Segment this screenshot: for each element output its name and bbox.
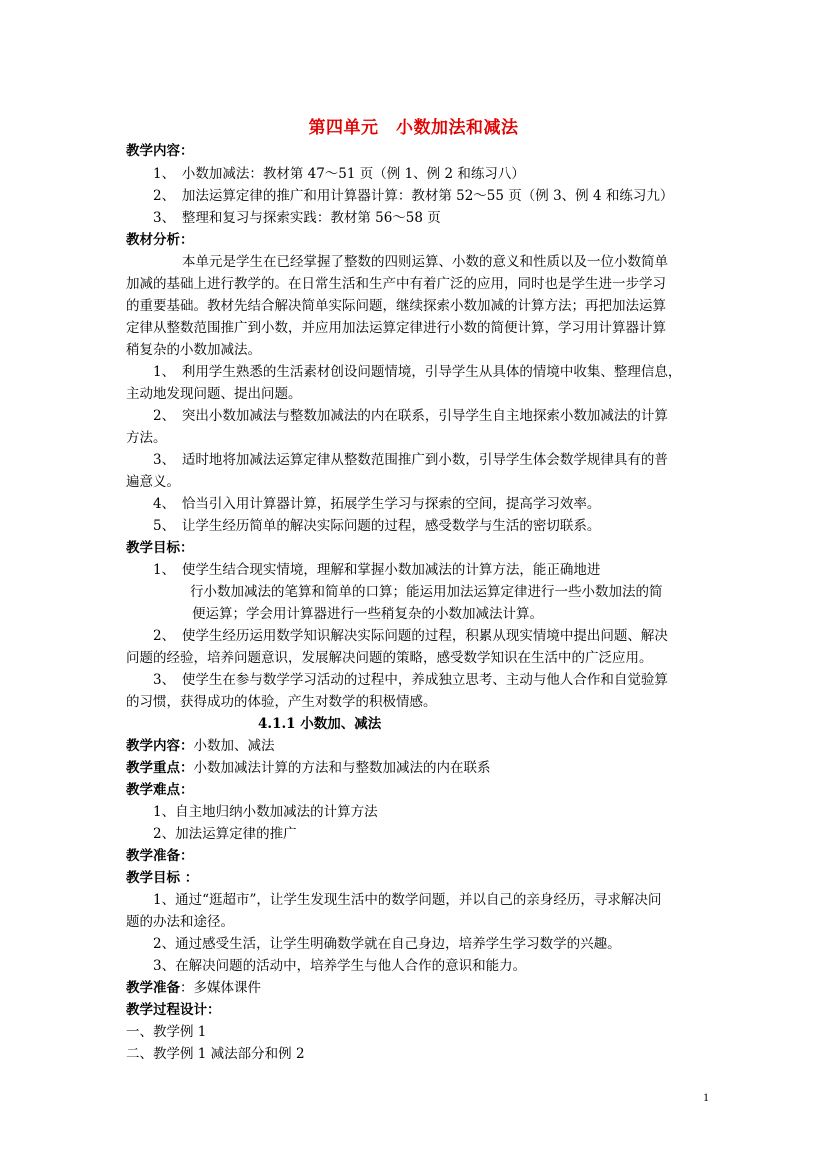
lesson-content — [126, 740, 275, 754]
goals-heading: 教学目标： — [126, 540, 194, 556]
lesson-goals-line: 3、在解决问题的活动中，培养学生与他人合作的意识和能力。 — [153, 958, 527, 974]
content-item: 2、 加法运算定律的推广和用计算器计算：教材第 52～55 页（例 3、例 4 和练习九） — [153, 188, 674, 204]
goals-line: 的习惯，获得成功的体验，产生对数学的积极情感。 — [126, 694, 437, 710]
analysis-line: 加减的基础上进行教学的。在日常生活和生产中有着广泛的应用，同时也是学生进一步学习 — [126, 276, 666, 292]
content-heading: 教学内容： — [126, 143, 194, 159]
analysis-line: 遍意义。 — [126, 474, 180, 490]
content-item: 1、 小数加减法：教材第 47～51 页（例 1、例 2 和练习八） — [153, 166, 525, 182]
goals-line: 2、 使学生经历运用数学知识解决实际问题的过程，积累从现实情境中提出问题、解决 — [153, 628, 668, 644]
lesson-process-label: 教学过程设计： — [126, 1002, 221, 1018]
lesson-key-label: 教学重点： — [126, 760, 194, 776]
lesson-goals-label: 教学目标 ： — [126, 870, 199, 886]
lesson-key — [126, 762, 491, 776]
page-number: 1 — [703, 1090, 709, 1104]
lesson-content-value: 小数加、减法 — [193, 738, 275, 754]
analysis-line: 1、 利用学生熟悉的生活素材创设问题情境，引导学生从具体的情境中收集、整理信息， — [153, 364, 682, 380]
analysis-line: 稍复杂的小数加减法。 — [126, 342, 261, 358]
analysis-heading: 教材分析： — [126, 232, 194, 248]
lesson-process-item: 二、教学例 1 减法部分和例 2 — [126, 1046, 305, 1062]
lesson-difficulty-item: 1、自主地归纳小数加减法的计算方法 — [153, 804, 378, 820]
lesson-goals-line: 1、通过“逛超市”，让学生发现生活中的数学问题，并以自己的亲身经历，寻求解决问 — [153, 892, 662, 908]
lesson-key-value: 小数加减法计算的方法和与整数加减法的内在联系 — [193, 760, 491, 776]
lesson-process-item: 一、教学例 1 — [126, 1024, 207, 1040]
lesson-prep2-value: ：多媒体课件 — [180, 980, 261, 996]
section-title: 4.1.1 小数加、减法 — [258, 716, 382, 732]
lesson-goals-line: 2、通过感受生活，让学生明确数学就在自己身边，培养学生学习数学的兴趣。 — [153, 936, 621, 952]
goals-line: 1、 使学生结合现实情境，理解和掌握小数加减法的计算方法，能正确地进 — [153, 562, 601, 578]
lesson-goals-line: 题的办法和途径。 — [126, 914, 234, 930]
analysis-line: 的重要基础。教材先结合解决简单实际问题，继续探索小数加减的计算方法；再把加法运算 — [126, 298, 666, 314]
document-title: 第四单元 小数加法和减法 — [308, 118, 519, 138]
analysis-line: 5、 让学生经历简单的解决实际问题的过程，感受数学与生活的密切联系。 — [153, 518, 601, 534]
goals-line: 行小数加减法的笔算和简单的口算；能运用加法运算定律进行一些小数加法的简 — [190, 584, 663, 600]
lesson-prep2 — [126, 982, 261, 996]
content-item: 3、 整理和复习与探索实践：教材第 56～58 页 — [153, 210, 441, 226]
goals-line: 便运算；学会用计算器进行一些稍复杂的小数加减法计算。 — [192, 606, 543, 622]
goals-line: 3、 使学生在参与数学学习活动的过程中，养成独立思考、主动与他人合作和自觉验算 — [153, 672, 668, 688]
lesson-prep-label: 教学准备： — [126, 848, 194, 864]
lesson-content-label: 教学内容： — [126, 738, 194, 754]
analysis-line: 定律从整数范围推广到小数，并应用加法运算定律进行小数的简便计算，学习用计算器计算 — [126, 320, 666, 336]
analysis-line: 方法。 — [126, 430, 167, 446]
analysis-line: 2、 突出小数加减法与整数加减法的内在联系，引导学生自主地探索小数加减法的计算 — [153, 408, 668, 424]
analysis-line: 主动地发现问题、提出问题。 — [126, 386, 302, 402]
analysis-line: 3、 适时地将加减法运算定律从整数范围推广到小数，引导学生体会数学规律具有的普 — [153, 452, 668, 468]
analysis-line: 4、 恰当引入用计算器计算，拓展学生学习与探索的空间，提高学习效率。 — [153, 496, 601, 512]
goals-line: 问题的经验，培养问题意识，发展解决问题的策略，感受数学知识在生活中的广泛应用。 — [126, 650, 653, 666]
lesson-difficulty-label: 教学难点： — [126, 782, 194, 798]
analysis-line: 本单元是学生在已经掌握了整数的四则运算、小数的意义和性质以及一位小数简单 — [182, 254, 668, 270]
lesson-difficulty-item: 2、加法运算定律的推广 — [153, 826, 297, 842]
lesson-prep2-label: 教学准备 — [126, 980, 180, 996]
